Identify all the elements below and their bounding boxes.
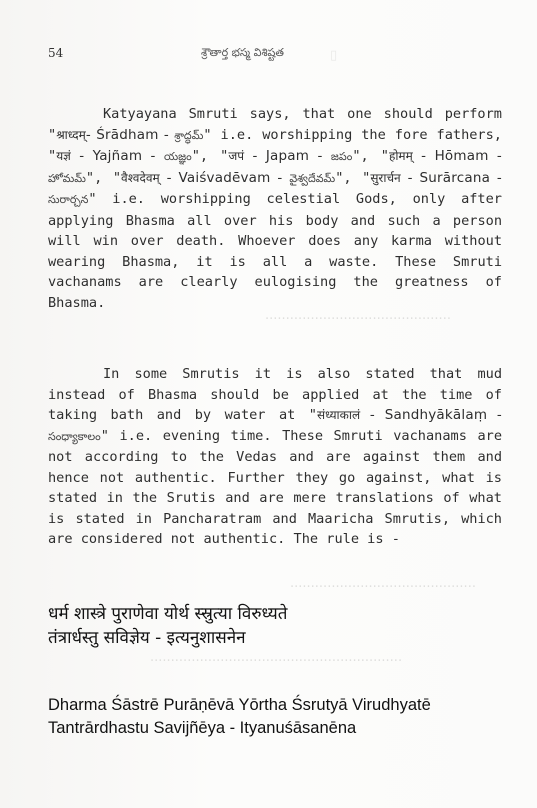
transliteration-term: - Sandhyākālaṃ - [360, 407, 502, 423]
telugu-term: వైశ్వదేవమ్ [289, 171, 336, 185]
verse-roman-line-1: Dharma Śāstrē Purāṇēvā Yōrtha Śsrutyā Virudhyatē [48, 696, 431, 714]
transliteration-term: - Vaiśvadēvam - [159, 169, 290, 186]
telugu-term: జపం [330, 150, 353, 163]
text-run: ", " [191, 148, 229, 164]
transliteration-term: - Yajñam - [70, 148, 164, 164]
devanagari-term: यज्ञं [56, 149, 71, 163]
bleed-through-text: ............................................................. [150, 650, 403, 665]
telugu-term: యజ్ఞం [163, 150, 192, 163]
verse-devanagari-line-1: धर्म शास्त्रे पुराणेवा योर्थ स्स्रुत्या विरुध्यते [48, 604, 288, 624]
text-run: " i.e. worshipping celestial Gods, only after applying Bhasma all over his body and such a person will win over death. Whoever does any karma without wearing Bhasma, it is all a waste. These Smruti vachanams are clearly eulogising the greatness of Bhasma. [48, 191, 502, 311]
transliteration-term: - Japam - [244, 148, 331, 164]
telugu-term: సురార్చన [48, 193, 89, 206]
devanagari-term: होमम् [388, 149, 413, 163]
telugu-term: శ్రాద్ధమ్ [174, 128, 204, 142]
text-run: ", " [352, 148, 389, 164]
bleed-through-text: ▯ [330, 48, 338, 63]
page-number: 54 [48, 46, 64, 60]
devanagari-term: संध्याकालं [316, 408, 361, 422]
paragraph-text [48, 364, 502, 550]
verse-devanagari-line-2: तंत्रार्धस्तु सविज्ञेय - इत्यनुशासनेन [48, 628, 246, 648]
bleed-through-text: ............................................. [290, 576, 476, 591]
transliteration-term: - Hōmam - [412, 148, 502, 164]
bleed-through-text: ............................................. [265, 308, 451, 323]
sanskrit-verse [48, 602, 508, 650]
text-run: ", " [85, 169, 122, 186]
paragraph-text [48, 104, 502, 313]
transliterated-verse [48, 694, 508, 740]
text-run: " i.e. evening time. These Smruti vachanams are not according to the Vedas and are against them and hence not authentic. Further they go against, what is stated in the Srutis and are mere translations of what is stated in Pancharatram and Maaricha Smrutis, which are considered not authentic. The rule is - [48, 427, 502, 547]
running-head: శ్రౌతార్త భస్మ విశిష్టత [201, 46, 284, 59]
text-run: ", " [335, 169, 371, 186]
devanagari-term: श्राध्दम् [56, 127, 86, 142]
text-run: In some Smrutis it is also stated that mud instead of Bhasma should be applied at the time of taking bath and by water at " [48, 366, 502, 423]
transliteration-term: - Surārcana - [400, 169, 502, 186]
page-header [48, 46, 489, 66]
devanagari-term: जपं [228, 149, 245, 163]
text-run: Katyayana Smruti says, that one should perform " [48, 106, 502, 143]
paragraph-2 [48, 364, 502, 550]
transliteration-term: - Śrādham - [85, 126, 175, 143]
verse-roman-line-2: Tantrārdhastu Savijñēya - Ityanuśāsanēna [48, 719, 357, 737]
paragraph-1 [48, 104, 502, 313]
telugu-term: సంధ్యాకాలం [48, 429, 101, 443]
devanagari-term: सुरार्चन [370, 170, 401, 185]
telugu-term: హోమమ్ [48, 171, 86, 185]
text-run: " i.e. worshipping the fore fathers, " [48, 126, 502, 164]
devanagari-term: वैश्वदेवम् [121, 170, 160, 185]
